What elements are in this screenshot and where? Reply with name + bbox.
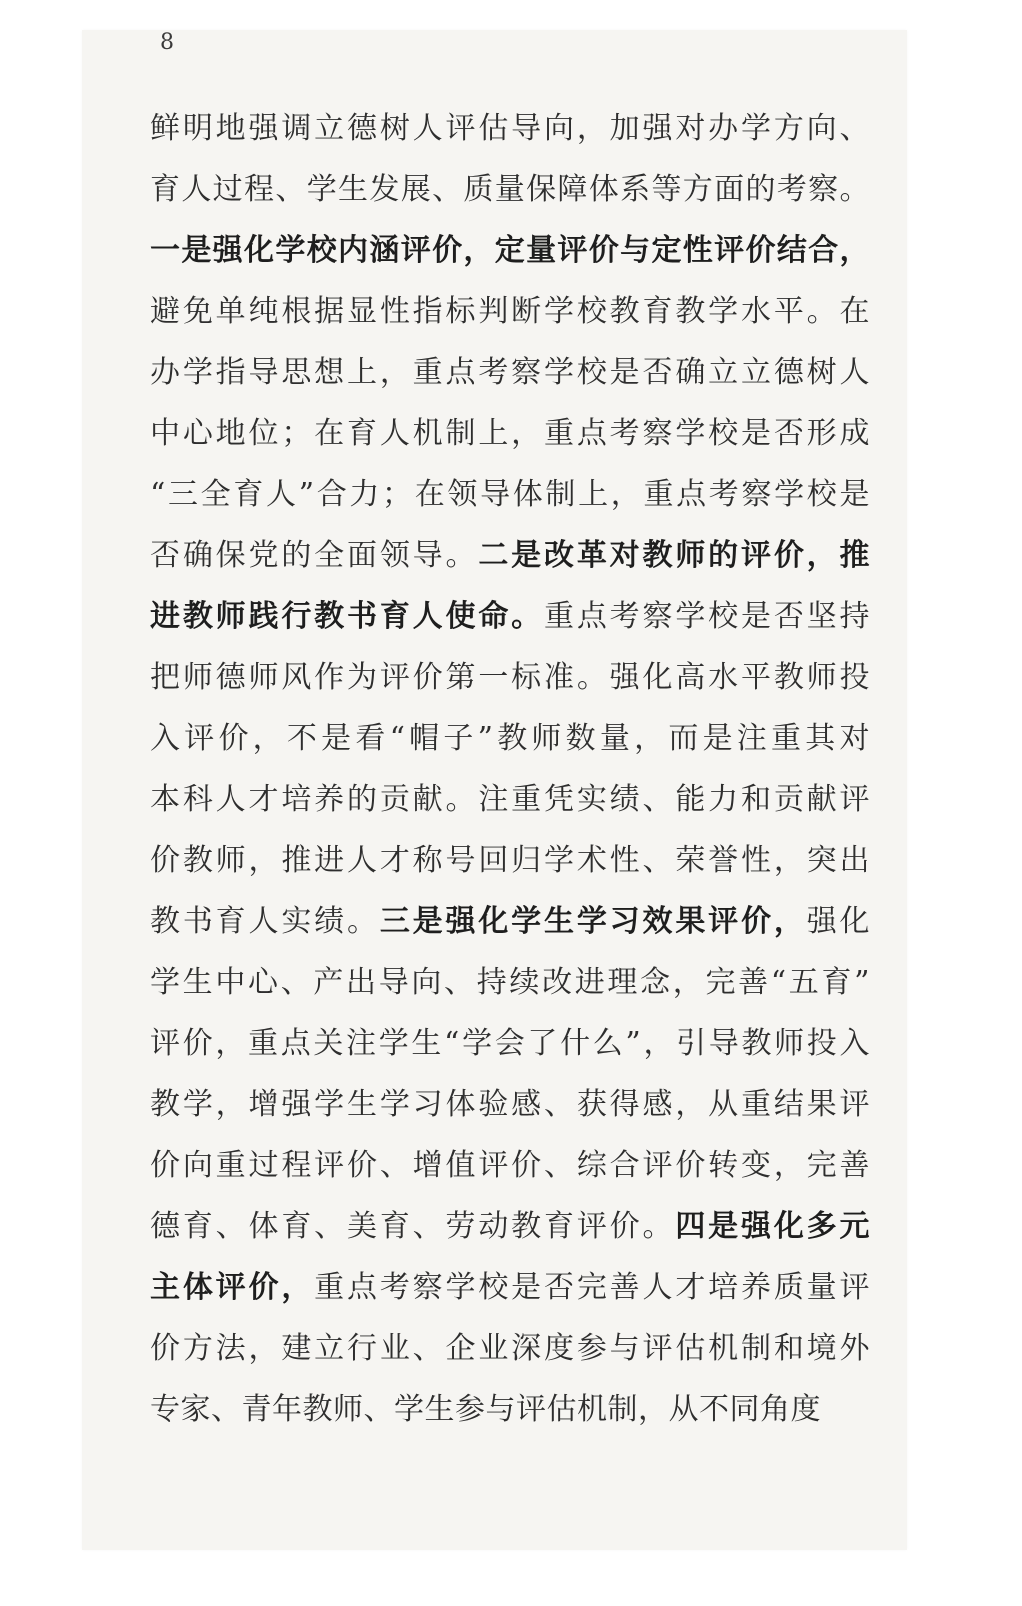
text-line <box>150 525 870 586</box>
body-paragraph <box>150 98 870 1440</box>
text-run: 否确保党的全面领导。 <box>150 538 479 573</box>
text-line <box>150 952 870 1013</box>
text-run: 价方法，建立行业、企业深度参与评估机制和境外 <box>150 1331 870 1366</box>
page-number: 8 <box>160 30 174 55</box>
text-run: 价教师，推进人才称号回归学术性、荣誉性，突出 <box>150 843 870 878</box>
text-line <box>150 281 870 342</box>
text-run: 鲜明地强调立德树人评估导向，加强对办学方向、 <box>150 111 870 146</box>
text-line <box>150 1196 870 1257</box>
text-run: 把师德师风作为评价第一标准。强化高水平教师投 <box>150 660 870 695</box>
text-line <box>150 830 870 891</box>
text-run: 德育、体育、美育、劳动教育评价。 <box>150 1209 676 1244</box>
text-run: 教学，增强学生学习体验感、获得感，从重结果评 <box>150 1087 870 1122</box>
text-run: 育人过程、学生发展、质量保障体系等方面的考察。 <box>150 172 870 207</box>
text-line <box>150 891 870 952</box>
text-line <box>150 1013 870 1074</box>
bold-text-run: 进教师践行教书育人使命。 <box>150 599 544 634</box>
text-run: 避免单纯根据显性指标判断学校教育教学水平。在 <box>150 294 870 329</box>
text-line <box>150 403 870 464</box>
text-line <box>150 708 870 769</box>
text-run: 强化 <box>806 904 870 939</box>
text-line <box>150 769 870 830</box>
text-run: 办学指导思想上，重点考察学校是否确立立德树人 <box>150 355 870 390</box>
text-run: 中心地位；在育人机制上，重点考察学校是否形成 <box>150 416 870 451</box>
text-line <box>150 647 870 708</box>
text-run: 教书育人实绩。 <box>150 904 380 939</box>
text-run: 专家、青年教师、学生参与评估机制，从不同角度 <box>150 1392 821 1427</box>
text-line <box>150 342 870 403</box>
text-run: 重点考察学校是否完善人才培养质量评 <box>314 1270 870 1305</box>
text-run: 价向重过程评价、增值评价、综合评价转变，完善 <box>150 1148 870 1183</box>
text-line <box>150 1135 870 1196</box>
text-line <box>150 98 870 159</box>
text-line <box>150 586 870 647</box>
text-line <box>150 1257 870 1318</box>
text-run: 评价，重点关注学生“学会了什么”，引导教师投入 <box>150 1026 870 1061</box>
text-run: 本科人才培养的贡献。注重凭实绩、能力和贡献评 <box>150 782 870 817</box>
text-line <box>150 220 870 281</box>
text-run: “三全育人”合力；在领导体制上，重点考察学校是 <box>150 477 870 512</box>
text-line <box>150 1318 870 1379</box>
text-line <box>150 464 870 525</box>
bold-text-run: 二是改革对教师的评价，推 <box>478 538 870 573</box>
text-line <box>150 159 870 220</box>
bold-text-run: 一是强化学校内涵评价，定量评价与定性评价结合， <box>150 233 870 268</box>
bold-text-run: 三是强化学生学习效果评价， <box>379 904 807 939</box>
text-run: 学生中心、产出导向、持续改进理念，完善“五育” <box>150 965 870 1000</box>
text-run: 重点考察学校是否坚持 <box>544 599 870 634</box>
text-line <box>150 1074 870 1135</box>
bold-text-run: 四是强化多元 <box>675 1209 870 1244</box>
text-line <box>150 1379 870 1440</box>
bold-text-run: 主体评价， <box>150 1270 315 1305</box>
text-run: 入评价，不是看“帽子”教师数量，而是注重其对 <box>150 721 870 756</box>
